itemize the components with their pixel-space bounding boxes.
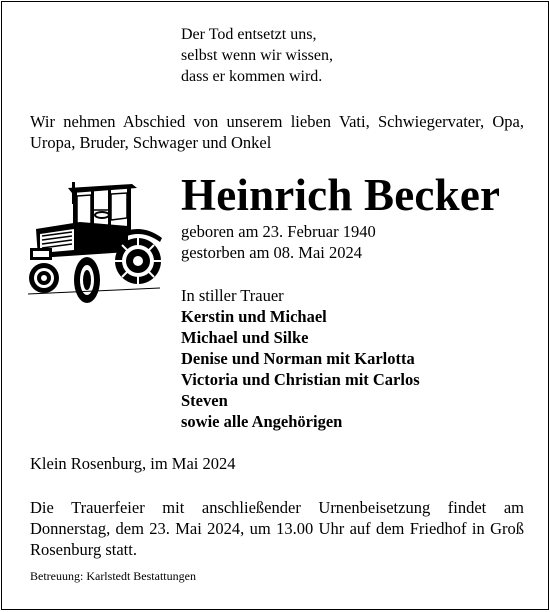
poem-line: dass er kommen wird. — [181, 68, 323, 85]
funeral-details: Die Trauerfeier mit anschließender Urnenbeisetzung findet am Donnerstag, dem 23. Mai 2024, um 13.00 Uhr auf dem Friedhof in Groß Rosenburg statt. — [30, 498, 524, 559]
family-member: Denise und Norman mit Karlotta — [181, 349, 415, 368]
place-and-date: Klein Rosenburg, im Mai 2024 — [30, 454, 236, 473]
mourning-heading: In stiller Trauer — [181, 286, 284, 305]
mourners-block — [181, 285, 420, 432]
deceased-name: Heinrich Becker — [181, 170, 501, 220]
family-member: Kerstin und Michael — [181, 307, 327, 326]
birth-date: geboren am 23. Februar 1940 — [181, 222, 376, 241]
poem — [181, 24, 333, 87]
tractor-icon — [24, 182, 164, 306]
poem-line: Der Tod entsetzt uns, — [181, 26, 317, 43]
death-date: gestorben am 08. Mai 2024 — [181, 243, 363, 262]
life-dates — [181, 221, 376, 263]
family-member: Victoria und Christian mit Carlos — [181, 370, 420, 389]
farewell-intro: Wir nehmen Abschied von unserem lieben Vati, Schwiegervater, Opa, Uropa, Bruder, Schwager und Onkel — [30, 112, 524, 152]
funeral-home-note: Betreuung: Karlstedt Bestattungen — [30, 569, 196, 583]
family-member: sowie alle Angehörigen — [181, 412, 343, 431]
obituary-notice — [1, 1, 549, 610]
family-member: Steven — [181, 391, 228, 410]
family-member: Michael und Silke — [181, 328, 309, 347]
poem-line: selbst wenn wir wissen, — [181, 47, 333, 64]
